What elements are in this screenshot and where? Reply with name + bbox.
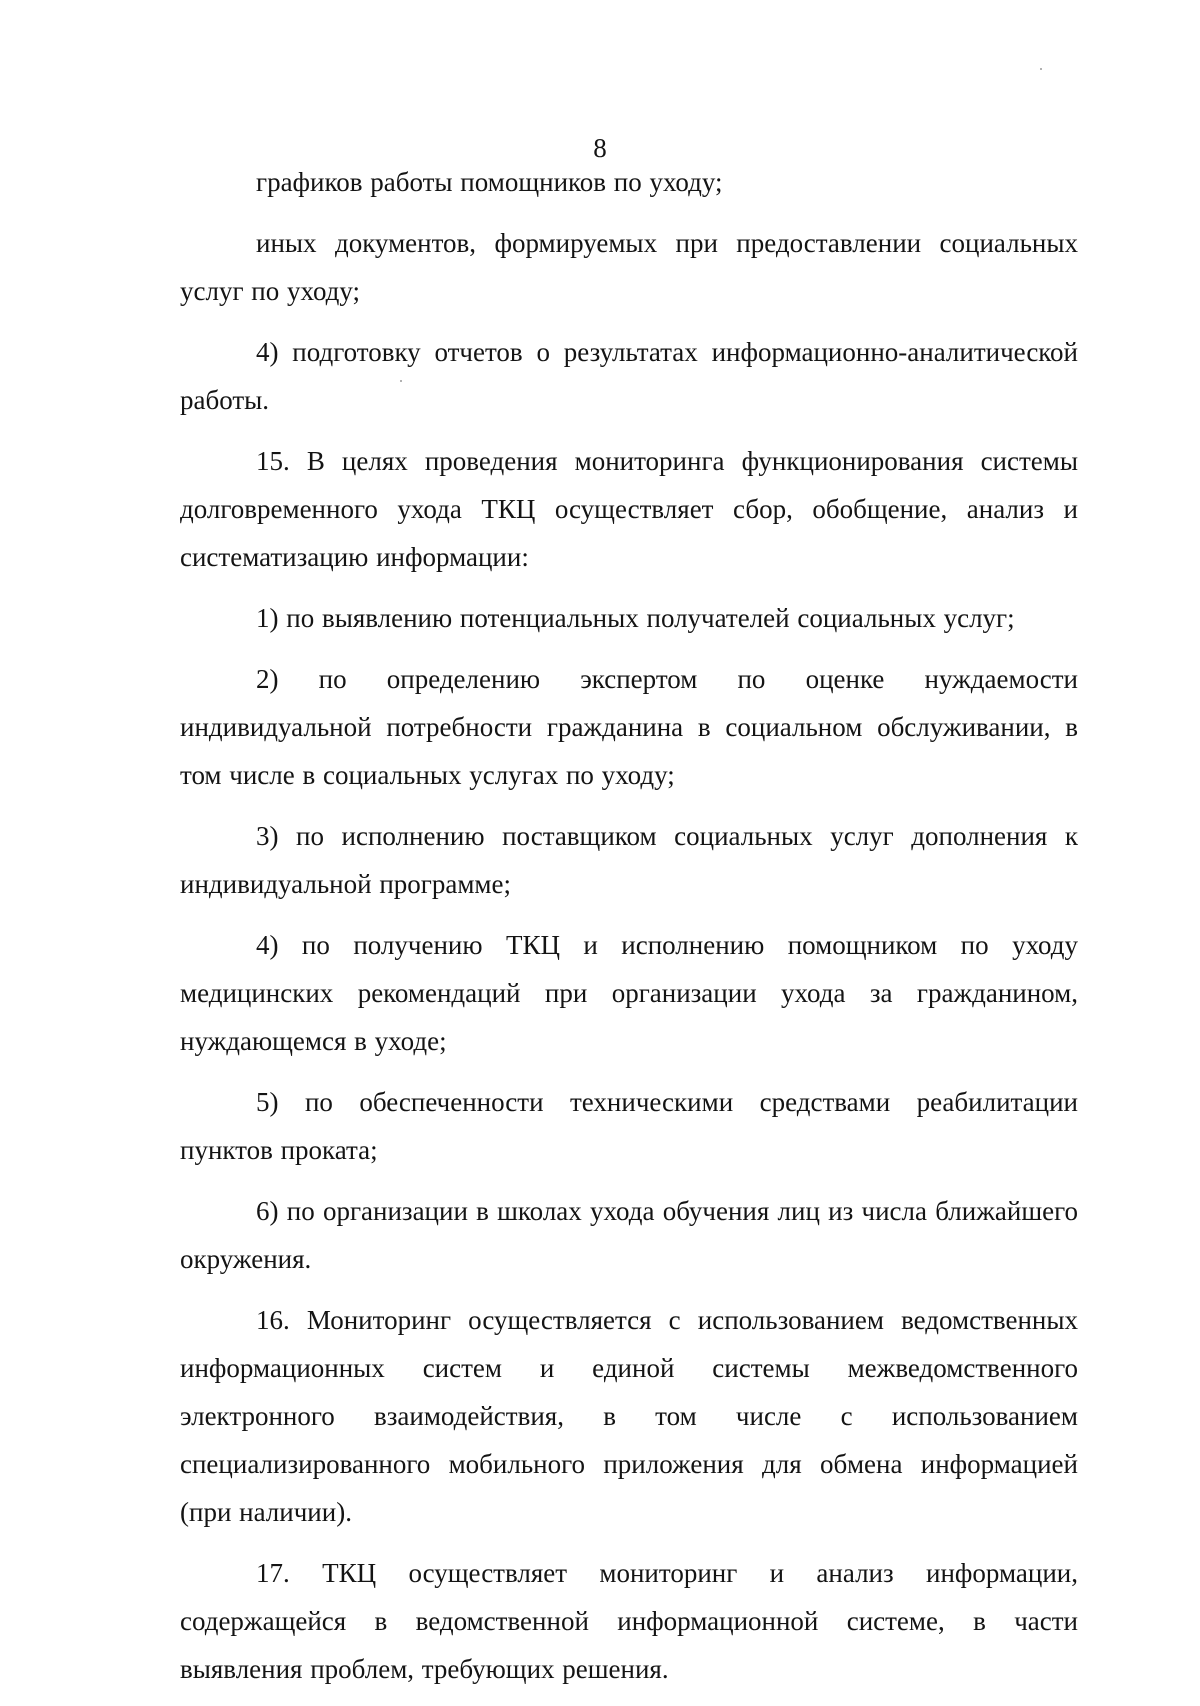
paragraph-item-4-reports: 4) подготовку отчетов о результатах информационно-аналитической работы. <box>180 337 1078 415</box>
scan-speck <box>400 380 402 382</box>
paragraph-clause-16: 16. Мониторинг осуществляется с использованием ведомственных информационных систем и единой системы межведомственного электронного взаимодействия, в том числе с использованием специализированного мобильного приложения для обмена информацией (при наличии). <box>180 1305 1078 1527</box>
paragraph-item-1: 1) по выявлению потенциальных получателей социальных услуг; <box>256 603 1015 633</box>
paragraph-item-6: 6) по организации в школах ухода обучения лиц из числа ближайшего окружения. <box>180 1196 1078 1274</box>
page-number: 8 <box>593 133 607 163</box>
paragraph-item-2: 2) по определению экспертом по оценке нуждаемости индивидуальной потребности гражданина в социальном обслуживании, в том числе в социальных услугах по уходу; <box>180 664 1078 790</box>
paragraph-clause-17: 17. ТКЦ осуществляет мониторинг и анализ информации, содержащейся в ведомственной информационной системе, в части выявления проблем, требующих решения. <box>180 1558 1078 1684</box>
paragraph-item-5: 5) по обеспеченности техническими средствами реабилитации пунктов проката; <box>180 1087 1078 1165</box>
document-body <box>180 158 1078 1706</box>
scan-speck <box>1040 68 1042 70</box>
paragraph-care-schedules: графиков работы помощников по уходу; <box>256 167 723 197</box>
paragraph-other-documents: иных документов, формируемых при предоставлении социальных услуг по уходу; <box>180 228 1078 306</box>
paragraph-item-3: 3) по исполнению поставщиком социальных услуг дополнения к индивидуальной программе; <box>180 821 1078 899</box>
paragraph-item-4: 4) по получению ТКЦ и исполнению помощником по уходу медицинских рекомендаций при организации ухода за гражданином, нуждающемся в уходе; <box>180 930 1078 1056</box>
paragraph-clause-15: 15. В целях проведения мониторинга функционирования системы долговременного ухода ТКЦ осуществляет сбор, обобщение, анализ и систематизацию информации: <box>180 446 1078 572</box>
